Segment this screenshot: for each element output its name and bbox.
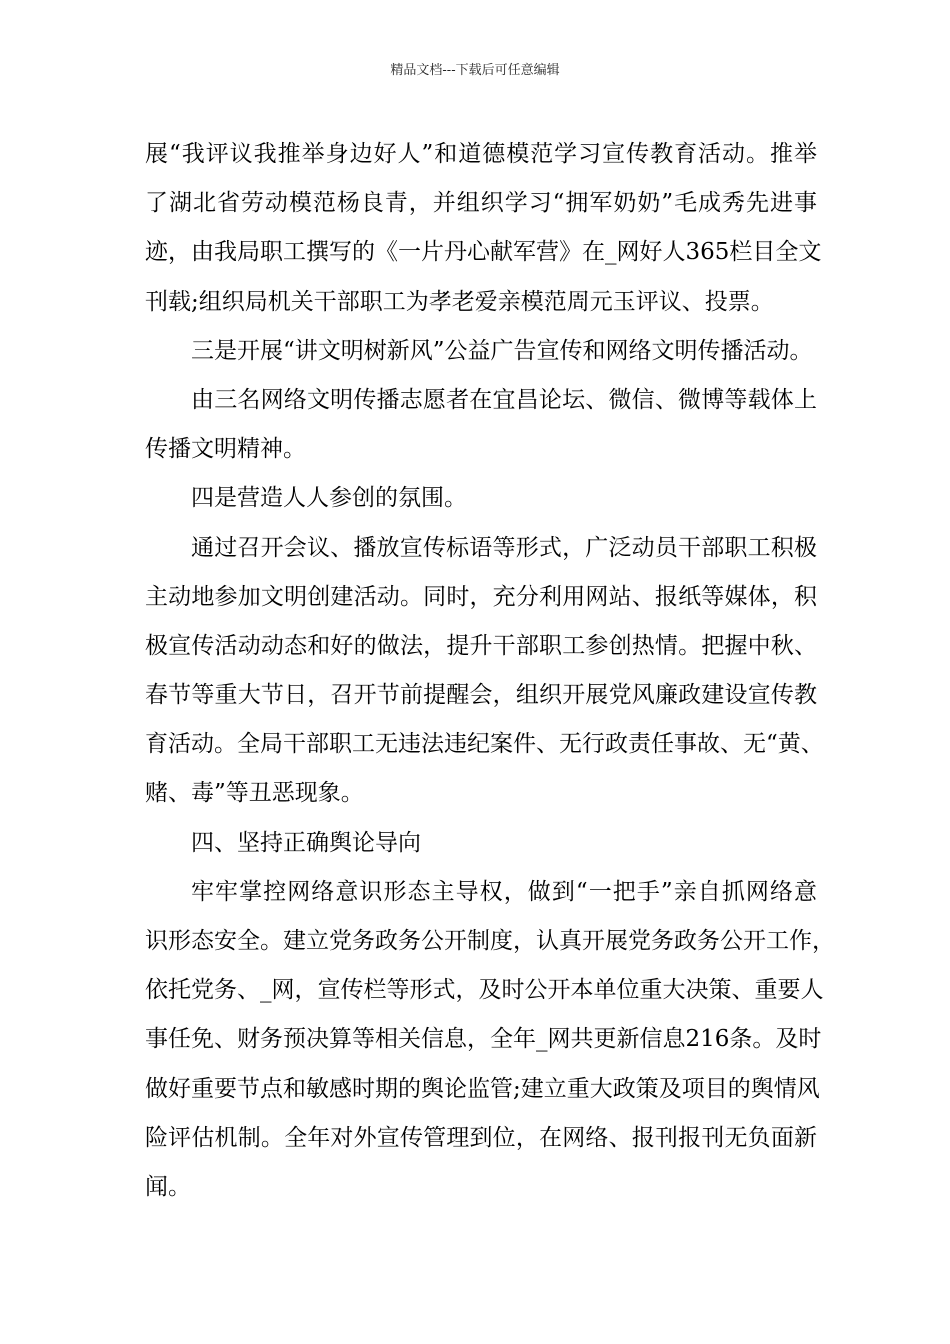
text-line: 做好重要节点和敏感时期的舆论监管;建立重大政策及项目的舆情风	[145, 1075, 820, 1102]
text-line: 赌、毒”等丑恶现象。	[145, 780, 364, 807]
page-header: 精品文档---下载后可任意编辑	[390, 63, 560, 78]
text-line: 极宣传活动动态和好的做法，提升干部职工参创热情。把握中秋、	[145, 632, 817, 659]
text-line: 刊载;组织局机关干部职工为孝老爱亲模范周元玉评议、投票。	[145, 288, 774, 315]
text-line: 三是开展“讲文明树新风”公益广告宣传和网络文明传播活动。	[191, 337, 813, 364]
text-line: 由三名网络文明传播志愿者在宜昌论坛、微信、微博等载体上	[191, 386, 817, 413]
text-line: 险评估机制。全年对外宣传管理到位，在网络、报刊报刊无负面新	[145, 1124, 817, 1151]
text-line: 春节等重大节日，召开节前提醒会，组织开展党风廉政建设宣传教	[145, 682, 817, 709]
text-line: 迹，由我局职工撰写的《一片丹心献军营》在_网好人365栏目全文	[145, 239, 822, 266]
text-line: 展“我评议我推举身边好人”和道德模范学习宣传教育活动。推举	[145, 141, 817, 167]
text-line: 事任免、财务预决算等相关信息，全年_网共更新信息216条。及时	[145, 1026, 822, 1053]
text-line: 闻。	[145, 1173, 191, 1200]
text-line: 依托党务、_网，宣传栏等形式，及时公开本单位重大决策、重要人	[145, 977, 824, 1004]
text-line: 四是营造人人参创的氛围。	[191, 485, 467, 512]
text-line: 通过召开会议、播放宣传标语等形式，广泛动员干部职工积极	[191, 534, 817, 561]
text-line: 牢牢掌控网络意识形态主导权，做到“一把手”亲自抓网络意	[191, 878, 817, 905]
text-line: 识形态安全。建立党务政务公开制度，认真开展党务政务公开工作，	[145, 928, 835, 954]
document-body	[145, 130, 835, 1212]
text-line: 传播文明精神。	[145, 436, 306, 463]
text-line: 主动地参加文明创建活动。同时，充分利用网站、报纸等媒体，积	[145, 583, 817, 610]
text-line: 了湖北省劳动模范杨良青，并组织学习“拥军奶奶”毛成秀先进事	[145, 190, 817, 217]
text-line: 四、坚持正确舆论导向	[191, 829, 421, 856]
text-line: 育活动。全局干部职工无违法违纪案件、无行政责任事故、无“黄、	[145, 731, 824, 758]
